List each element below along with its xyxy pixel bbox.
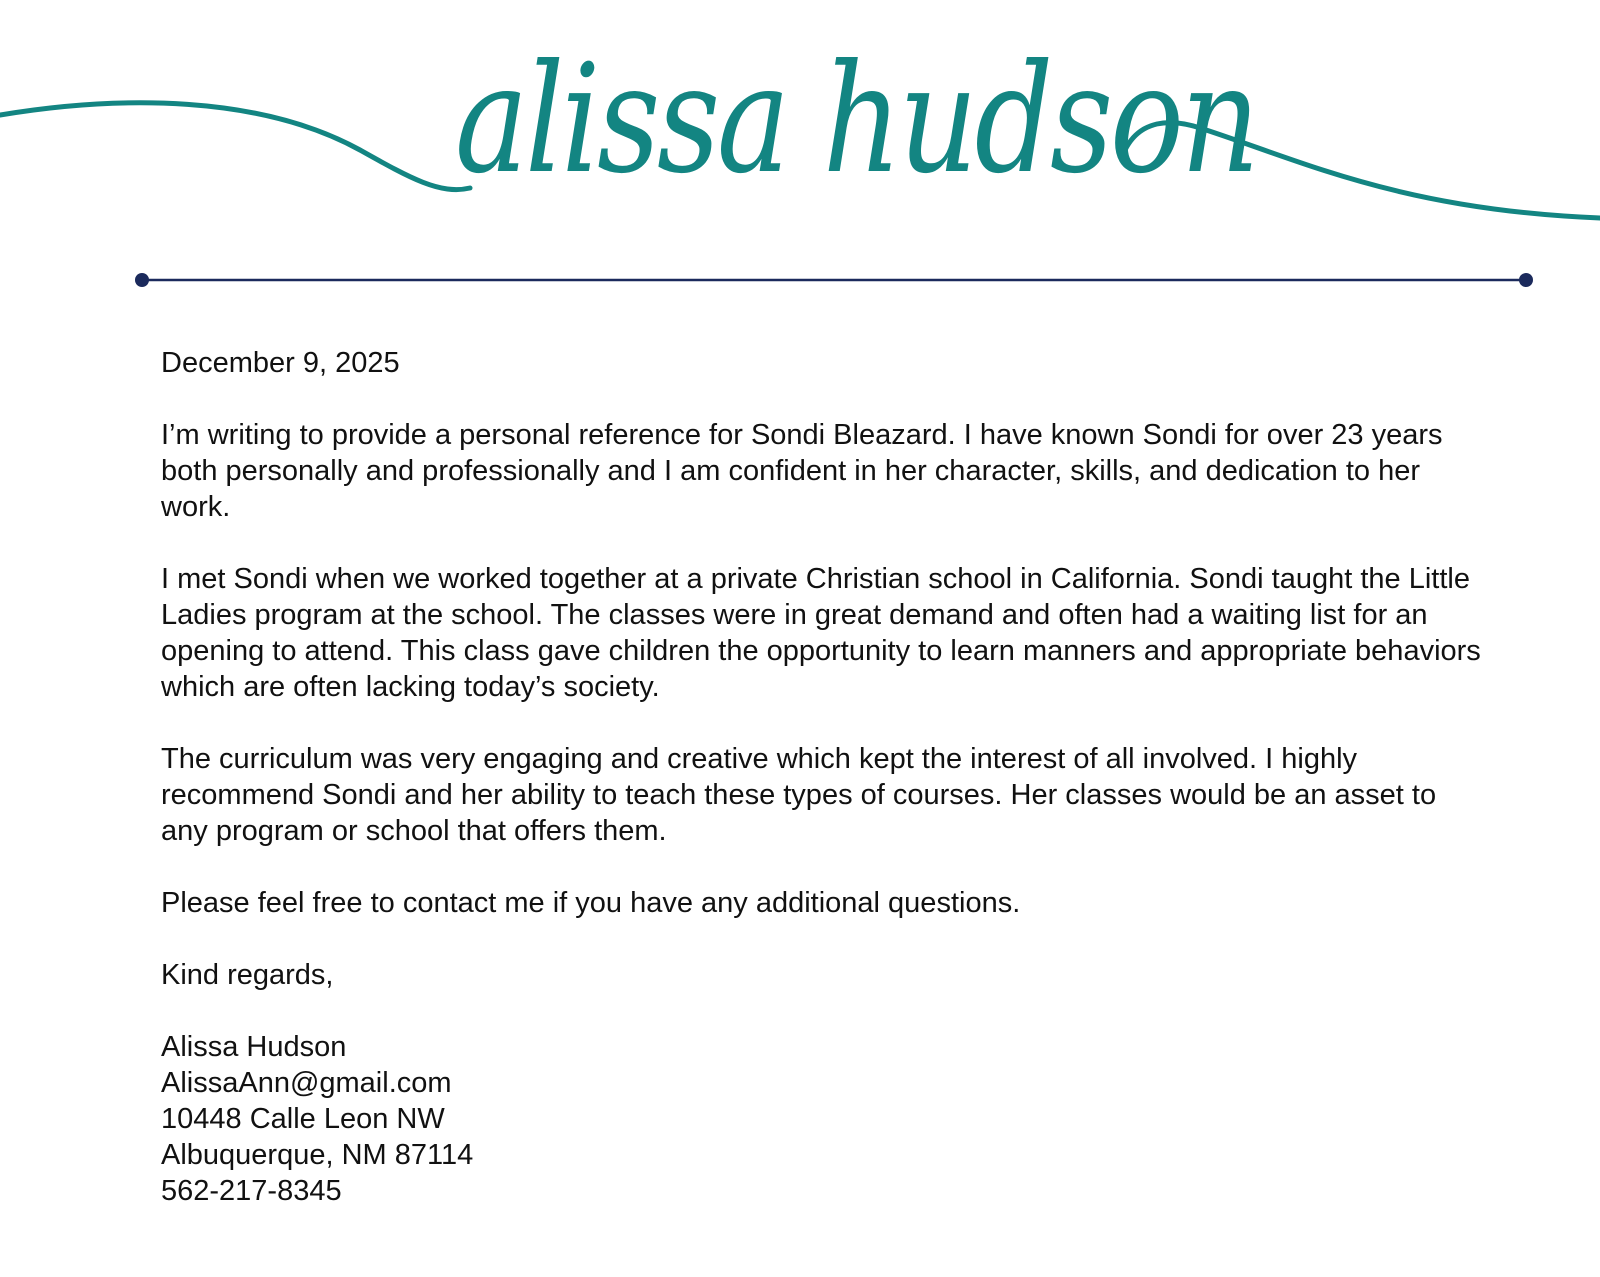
header-divider xyxy=(130,270,1540,290)
paragraph-reference-intro: I’m writing to provide a personal reference for Sondi Bleazard. I have known Sondi for over 23 years both personally and professionally and I am confident in her character, skills, and dedication to her work. xyxy=(161,419,1443,523)
paragraph-recommendation: The curriculum was very engaging and creative which kept the interest of all involved. I highly recommend Sondi and her ability to teach these types of courses. Her classes would be an asset to any program or school that offers them. xyxy=(161,743,1437,847)
signature-city: Albuquerque, NM 87114 xyxy=(161,1139,474,1171)
signature-phone: 562-217-8345 xyxy=(161,1175,342,1207)
logo-name: alissa hudson xyxy=(455,33,1257,207)
letterhead xyxy=(0,0,1600,240)
paragraph-contact: Please feel free to contact me if you have any additional questions. xyxy=(161,887,1021,919)
signature-email: AlissaAnn@gmail.com xyxy=(161,1067,452,1099)
letter-body xyxy=(161,345,1481,1209)
signature-name: Alissa Hudson xyxy=(161,1031,347,1063)
signature-street: 10448 Calle Leon NW xyxy=(161,1103,445,1135)
letter-closing: Kind regards, xyxy=(161,959,334,991)
paragraph-background: I met Sondi when we worked together at a private Christian school in California. Sondi taught the Little Ladies program at the school. The classes were in great demand and often had a waiting list for an opening to attend. This class gave children the opportunity to learn manners and appropriate behaviors which are often lacking today’s society. xyxy=(161,563,1481,703)
signature-block xyxy=(161,1029,1481,1209)
letter-date: December 9, 2025 xyxy=(161,347,400,379)
